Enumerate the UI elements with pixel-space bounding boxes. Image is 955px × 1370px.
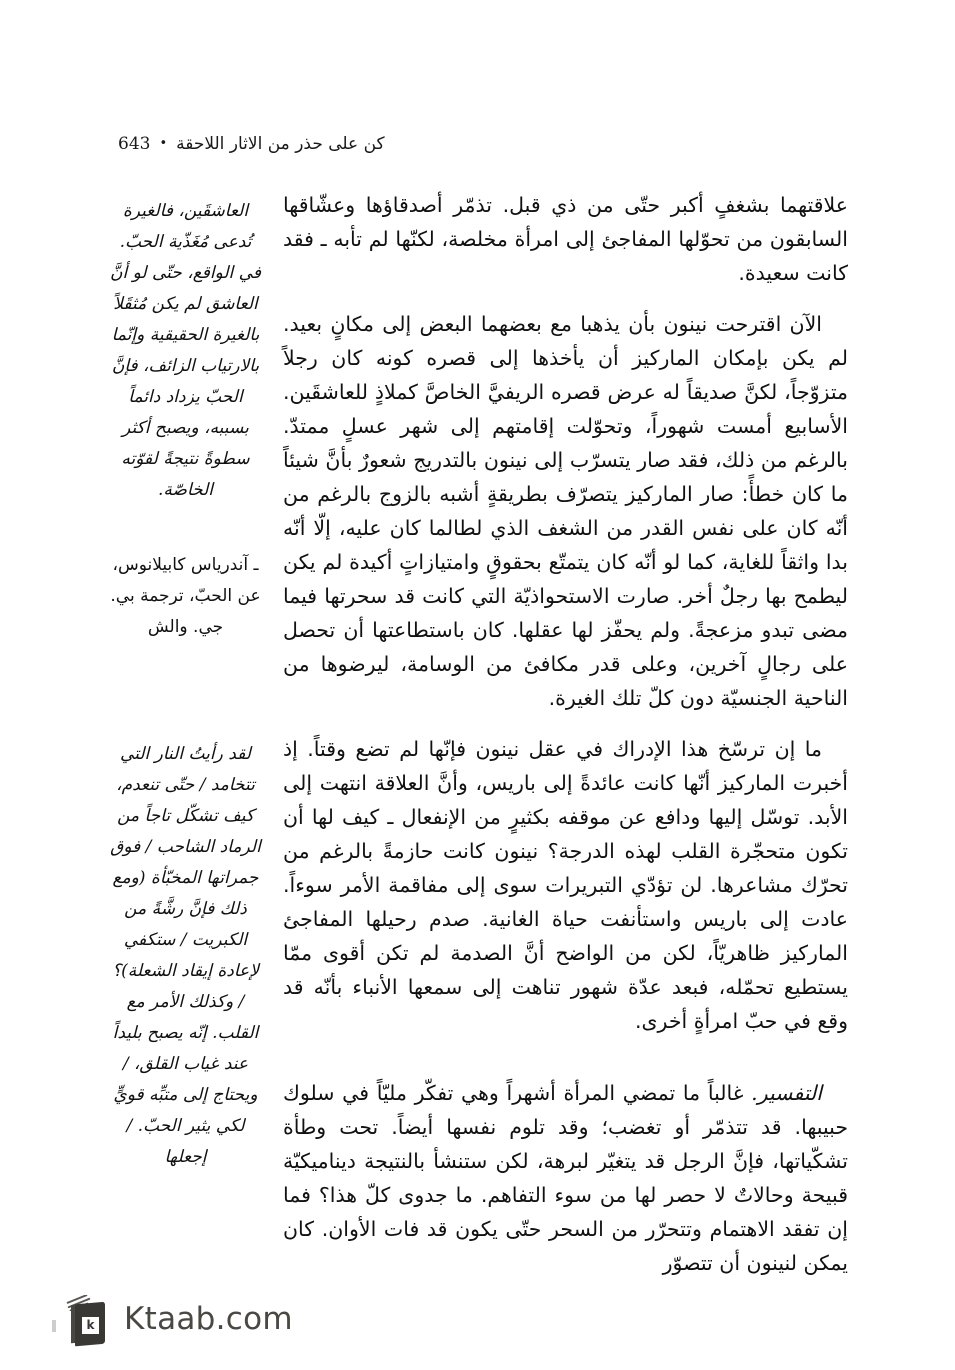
body-paragraph: الآن اقترحت نينون بأن يذهبا مع بعضهما البعض إلى مكانٍ بعيد. لم يكن بإمكان الماركيز أن يأخذها إلى قصره كونه كان رجلاً متزوّجاً، لكنَّ صديقاً له عرض قصره الريفيَّ الخاصَّ كملاذٍ للعاشقَين. الأسابيع أمست شهوراً، وتحوّلت إقامتهم إلى شهر عسلٍ ممتدّ. بالرغم من ذلك، فقد صار يتسرّب إلى نينون بالتدريج شعورٌ بأنَّ شيئاً ما كان خطأً: صار الماركيز يتصرّف بطريقةٍ أشبه بالزوج بالرغم من أنّه كان على نفس القدر من الشغف الذي لطالما كان عليه، إلّا أنّه بدا واثقاً للغاية، كما لو أنّه كان يتمتّع بحقوقٍ وامتيازاتٍ أكيدة لم يكن ليطمح بها رجلٌ أخر. صارت الاستحواذيّة التي كانت قد سحرتها فيما مضى تبدو مزعجةً. ولم يحفّز لها عقلها. كان باستطاعتها أن تحصل على رجالٍ آخرين، وعلى قدر مكافئ من الوسامة، ليرضوها من الناحية الجنسيّة دون كلّ تلك الغيرة. bbox=[283, 312, 848, 710]
sidebar-quote-top: العاشقَين، فالغيرة تُدعى مُغَذّية الحبّ. في الواقع، حتّى لو أنَّ العاشق لم يكن مُثقَلاً بالغيرة الحقيقية وإنّما بالارتياب الزائف، فإنَّ الحبّ يزداد دائماً بسببه، ويصبح أكثر سطوةً نتيجةً لقوّته الخاصّة. bbox=[110, 201, 261, 500]
book-icon bbox=[66, 1293, 112, 1345]
sidebar-quote-bottom: لقد رأيتُ النار التي تتخامد / حتّى تنعدم، كيف تشكّل تاجاً من الرماد الشاحب / فوق جمراتها المخبّأة (ومع ذلك فإنَّ رشَّةً من الكبريت / ستكفي لإعادة إيقاد الشعلة)؟ / وكذلك الأمر مع القلب. إنّه يصبح بليداً عند غياب القلق، / ويحتاج إلى متبِّه قويٍّ لكي يثير الحبّ. / إجعلها bbox=[110, 744, 261, 1167]
site-watermark bbox=[66, 1290, 293, 1348]
main-text-column bbox=[283, 188, 848, 1280]
body-paragraph-explanation bbox=[283, 1076, 848, 1280]
page-number: 643 bbox=[118, 134, 151, 154]
body-paragraph: ما إن ترسّخ هذا الإدراك في عقل نينون فإنّها لم تضع وقتاً. إذ أخبرت الماركيز أنّها كانت عائدةً إلى باريس، وأنَّ العلاقة انتهت إلى الأبد. توسّل إليها ودافع عن موقفه بكثيرٍ من الإنفعال ـ كيف لها أن تكون متحجّرة القلب لهذه الدرجة؟ نينون كانت حازمةً بالرغم من تحرّك مشاعرها. لن تؤدّي التبريرات سوى إلى مفاقمة الأمر سوءاً. عادت إلى باريس واستأنفت حياة الغانية. صدم رحيلها المفاجئ الماركيز ظاهريّاً، لكن من الواضح أنَّ الصدمة لم تكن أقوى ممّا يستطيع تحمّله، فبعد عدّة شهور تناهت إلى سمعها الأنباء بأنّه قد وقع في حبّ امرأةٍ أخرى. bbox=[283, 737, 848, 1033]
running-head-bullet-separator: • bbox=[159, 136, 168, 151]
sidebar-marginalia-column bbox=[108, 196, 263, 1173]
running-head-inner bbox=[118, 130, 385, 158]
page-content bbox=[108, 188, 848, 1275]
explanation-lead-label: التفسير. bbox=[751, 1081, 822, 1105]
running-head bbox=[118, 130, 848, 158]
running-head-title: كن على حذر من الاثار اللاحقة bbox=[176, 134, 385, 154]
sidebar-quote-attribution: ـ آندرياس كابيلانوس، عن الحبّ، ترجمة بي. جي. والش bbox=[110, 555, 261, 637]
page-edge-mark bbox=[52, 1320, 56, 1332]
book-monogram: k bbox=[82, 1317, 99, 1334]
watermark-label: Ktaab.com bbox=[124, 1300, 293, 1337]
body-paragraph: علاقتهما بشغفٍ أكبر حتّى من ذي قبل. تذمّر أصدقاؤها وعشّاقها السابقون من تحوّلها المفاجئ إلى امرأة مخلصة، لكنّها لم تأبه ـ فقد كانت سعيدة. bbox=[283, 193, 848, 285]
explanation-body: غالباً ما تمضي المرأة أشهراً وهي تفكّر مليّاً في سلوك حبيبها. قد تتذمّر أو تغضب؛ وقد تلوم نفسها أيضاً. تحت وطأة تشكّياتها، فإنَّ الرجل قد يتغيّر لبرهة، لكن ستنشأ بالنتيجة ديناميكيّة قبيحة وحالاتٌ لا حصر لها من سوء التفاهم. ما جدوى كلّ هذا؟ فما إن تفقد الاهتمام وتتحرّر من السحر حتّى يكون قد فات الأوان. كان يمكن لنينون أن تتصوّر bbox=[283, 1081, 848, 1275]
